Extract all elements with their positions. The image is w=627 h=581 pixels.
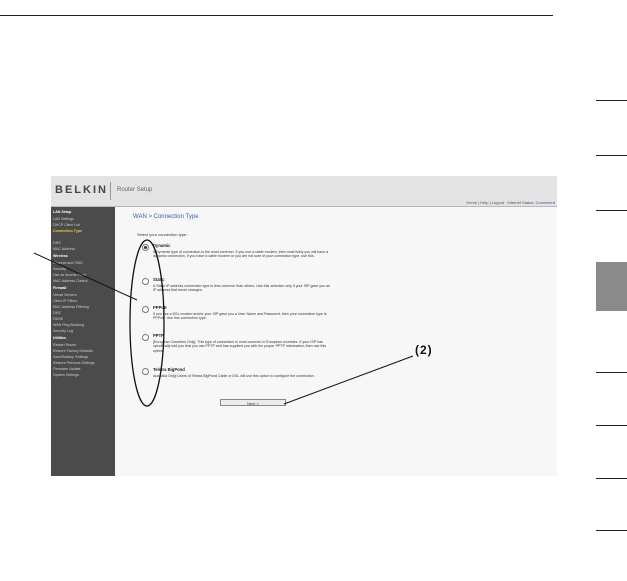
internet-status-label: Internet Status: [507,200,535,205]
nav-item[interactable]: Restart Router [53,343,77,347]
option-name: Static [153,277,165,282]
next-button-pointer-line [284,356,413,404]
nav-item[interactable]: Save/Backup Settings [53,355,89,359]
nav-item[interactable]: MAC Address [53,247,75,251]
next-button[interactable]: Next > [220,399,286,406]
internet-status-value: Connected [535,200,555,205]
option-name: Dynamic [153,243,171,248]
nav-item[interactable]: Security [53,267,66,271]
nav-item[interactable]: Firmware Update [53,367,81,371]
callout-number: (2) [415,343,433,357]
header-nav-links[interactable]: Home | Help | Logout [466,200,505,205]
nav-item: Firewall [53,286,67,290]
option-name: Telstra BigPond [153,367,185,372]
nav-item[interactable]: Restore Factory Defaults [53,349,93,353]
nav-item[interactable]: DHCP Client List [53,223,80,227]
option-desc: If you use a DSL modem and/or your ISP gave you a User Name and Password, then your connection type is PPPoE. Use this connection type. [153,312,327,321]
option-desc: A Dynamic type of connection is the most common. If you use a cable modem, then most likely you will have a dynamic connection. If you have a cable modem or you are not sure of your connection type, use this. [153,250,328,259]
nav-item[interactable]: Use as Access Point [53,273,86,277]
nav-item[interactable]: Virtual Servers [53,293,77,297]
nav-item[interactable]: Client IP Filters [53,299,78,303]
option-name: PPPoE [153,305,167,310]
nav-item: Wireless [53,254,68,258]
nav-item[interactable]: DMZ [53,311,61,315]
nav-item[interactable]: Connection Type [53,229,82,233]
nav-item[interactable]: MAC Address Control [53,279,88,283]
radio-group-callout-ellipse [130,240,164,406]
nav-item[interactable]: Channel and SSID [53,261,83,265]
option-name: PPTP [153,333,164,338]
option-desc: Australia Only] Users of Telstra BigPond Cable or DSL will use this option to configure the connection. [153,374,315,378]
nav-item: Utilities [53,336,66,340]
nav-item[interactable]: Security Log [53,329,73,333]
header-title: Router Setup [117,187,153,193]
option-desc: [European Countries Only]. This type of connection is most common in European countries. If your ISP has specifically told you that you use PPTP and has supplied you with the proper PPTP information, then use this option. [153,340,327,353]
option-desc: A Static IP address connection type is less common than others. Use this selection only if your ISP gave you an IP address that never changes. [153,284,331,293]
nav-item[interactable]: DDNS [53,317,64,321]
nav-item[interactable]: MAC Address Filtering [53,305,89,309]
nav-item[interactable]: System Settings [53,373,79,377]
callout-pointer-line [34,253,137,300]
select-connection-label: Select your connection type : [137,232,189,237]
nav-item[interactable]: WAN Ping Blocking [53,323,85,327]
nav-item[interactable]: DNS [53,241,61,245]
nav-item[interactable]: Restore Previous Settings [53,361,95,365]
page-title: WAN > Connection Type [133,214,199,220]
nav-item[interactable]: LAN Settings [53,217,74,221]
nav-item: LAN Setup [53,210,72,214]
belkin-logo: BELKIN [55,184,108,196]
